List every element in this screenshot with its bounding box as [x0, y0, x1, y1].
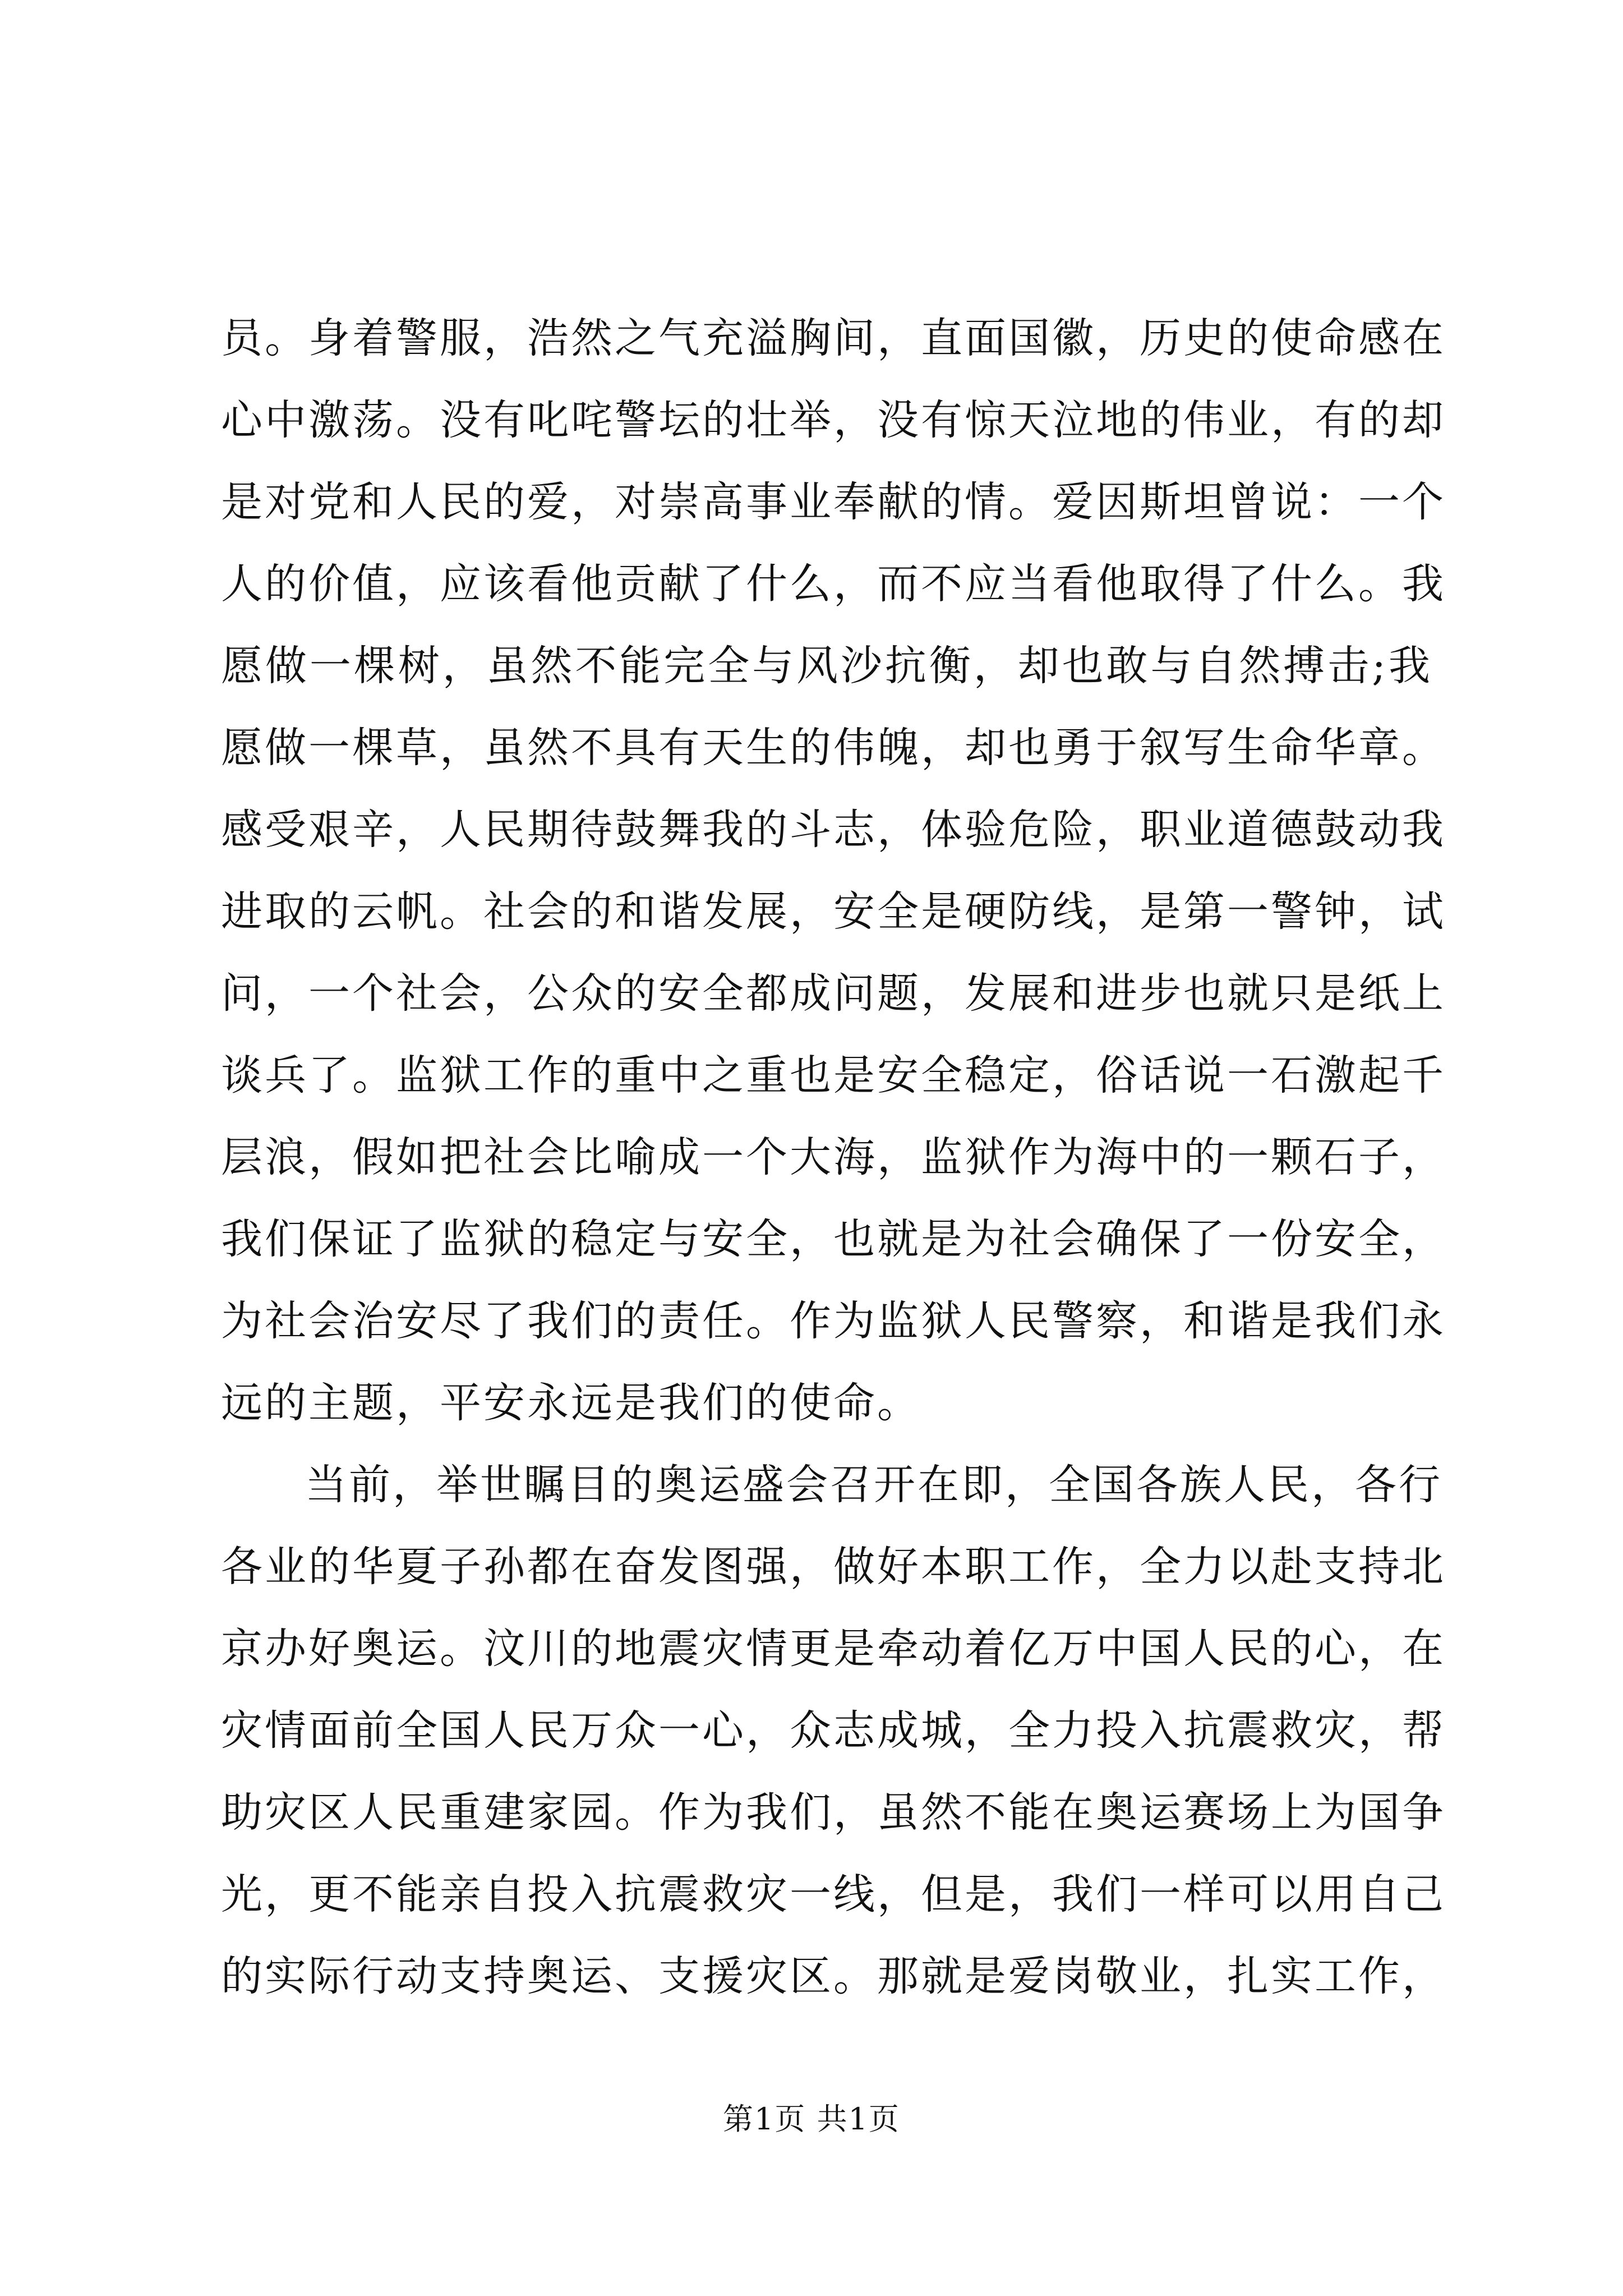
paragraph-2-line-2: 各业的华夏子孙都在奋发图强，做好本职工作，全力以赴支持北 — [221, 1543, 1446, 1591]
paragraph-1-line-9: 问，一个社会，公众的安全都成问题，发展和进步也就只是纸上 — [221, 969, 1446, 1018]
paragraph-1-line-12: 我们保证了监狱的稳定与安全，也就是为社会确保了一份安全， — [221, 1215, 1446, 1263]
paragraph-1-line-7: 感受艰辛，人民期待鼓舞我的斗志，体验危险，职业道德鼓动我 — [221, 806, 1446, 854]
paragraph-2-line-3: 京办好奥运。汶川的地震灾情更是牵动着亿万中国人民的心，在 — [221, 1625, 1446, 1673]
paragraph-1-line-11: 层浪，假如把社会比喻成一个大海，监狱作为海中的一颗石子， — [221, 1133, 1446, 1181]
paragraph-1-line-8: 进取的云帆。社会的和谐发展，安全是硬防线，是第一警钟，试 — [221, 887, 1446, 936]
paragraph-1-line-2: 心中激荡。没有叱咤警坛的壮举，没有惊天泣地的伟业，有的却 — [221, 396, 1446, 444]
paragraph-1-line-13: 为社会治安尽了我们的责任。作为监狱人民警察，和谐是我们永 — [221, 1297, 1446, 1345]
paragraph-1-line-6: 愿做一棵草，虽然不具有天生的伟魄，却也勇于叙写生命华章。 — [221, 724, 1446, 772]
paragraph-1-line-3: 是对党和人民的爱，对崇高事业奉献的情。爱因斯坦曾说：一个 — [221, 478, 1446, 526]
paragraph-2-line-4: 灾情面前全国人民万众一心，众志成城，全力投入抗震救灾，帮 — [221, 1706, 1446, 1755]
paragraph-1-line-4: 人的价值，应该看他贡献了什么，而不应当看他取得了什么。我 — [221, 560, 1446, 608]
paragraph-1-line-5: 愿做一棵树，虽然不能完全与风沙抗衡，却也敢与自然搏击;我 — [221, 642, 1432, 690]
paragraph-2-line-5: 助灾区人民重建家园。作为我们，虽然不能在奥运赛场上为国争 — [221, 1788, 1446, 1837]
body-text — [221, 297, 1446, 2017]
paragraph-1-line-10: 谈兵了。监狱工作的重中之重也是安全稳定，俗话说一石激起千 — [221, 1051, 1446, 1099]
paragraph-1-line-1: 员。身着警服，浩然之气充溢胸间，直面国徽，历史的使命感在 — [221, 314, 1446, 362]
paragraph-2-line-1: 当前，举世瞩目的奥运盛会召开在即，全国各族人民，各行 — [305, 1461, 1442, 1509]
paragraph-2-line-6: 光，更不能亲自投入抗震救灾一线，但是，我们一样可以用自己 — [221, 1870, 1446, 1918]
page-number-footer: 第1页 共1页 — [723, 2101, 900, 2137]
paragraph-2-line-7: 的实际行动支持奥运、支援灾区。那就是爱岗敬业，扎实工作， — [221, 1952, 1446, 2000]
paragraph-1-line-14: 远的主题，平安永远是我们的使命。 — [221, 1379, 921, 1427]
